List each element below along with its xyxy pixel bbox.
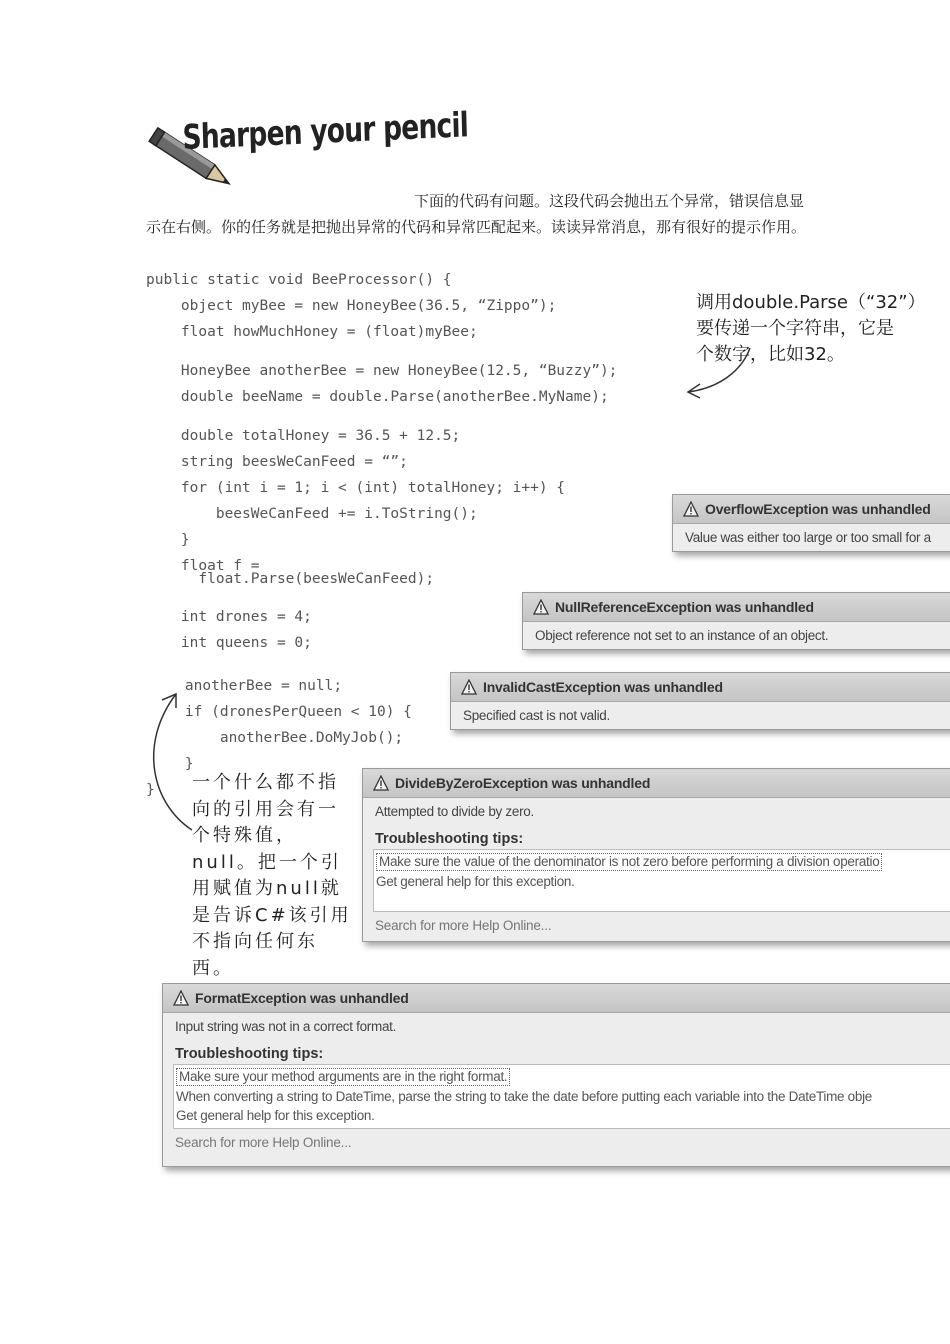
code-line-8: for (int i = 1; i < (int) totalHoney; i++) { [146, 480, 566, 496]
search-help-online-link[interactable]: Search for more Help Online... [375, 918, 552, 933]
warning-icon [533, 599, 549, 615]
dialog-message: Specified cast is not valid. [463, 708, 610, 723]
warning-icon [373, 775, 389, 791]
nullreference-exception-dialog [522, 592, 950, 650]
dialog-header [451, 673, 950, 702]
page-title: Sharpen your pencil [182, 105, 469, 158]
code-line-17: anotherBee.DoMyJob(); [150, 730, 404, 746]
warning-icon [173, 990, 189, 1006]
dividebyzero-exception-dialog [362, 768, 950, 942]
troubleshooting-tips-title: Troubleshooting tips: [375, 831, 524, 847]
dialog-title: NullReferenceException was unhandled [555, 599, 814, 615]
tip-link[interactable]: Get general help for this exception. [176, 1108, 375, 1123]
code-line-5: double beeName = double.Parse(anotherBee.MyName); [146, 389, 609, 405]
code-line-10: } [146, 532, 190, 548]
arrow-icon [140, 684, 200, 834]
dialog-header [673, 495, 950, 524]
code-line-14: int queens = 0; [146, 635, 312, 651]
troubleshooting-tips-list [373, 849, 950, 912]
tip-link[interactable]: When converting a string to DateTime, parse the string to take the date before putting each variable into the DateTime obje [176, 1089, 873, 1104]
dialog-header [163, 984, 950, 1013]
troubleshooting-tips-title: Troubleshooting tips: [175, 1046, 324, 1062]
dialog-message: Value was either too large or too small for a [685, 530, 931, 545]
code-line-9: beesWeCanFeed += i.ToString(); [146, 506, 478, 522]
code-line-7: string beesWeCanFeed = “”; [146, 454, 408, 470]
dialog-title: InvalidCastException was unhandled [483, 679, 723, 695]
tip-link[interactable]: Make sure the value of the denominator is not zero before performing a division operatio [376, 853, 882, 871]
intro-paragraph: 下面的代码有问题。这段代码会抛出五个异常，错误信息显示在右侧。你的任务就是把抛出异常的代码和异常匹配起来。读读异常消息，那有很好的提示作用。 [146, 192, 807, 236]
note-line: 要传递一个字符串，它是 [696, 318, 894, 339]
dialog-message: Input string was not in a correct format. [175, 1019, 397, 1034]
dialog-title: OverflowException was unhandled [705, 501, 931, 517]
dialog-message: Object reference not set to an instance of an object. [535, 628, 829, 643]
invalidcast-exception-dialog [450, 672, 950, 730]
code-line-15: anotherBee = null; [150, 678, 343, 694]
dialog-title: FormatException was unhandled [195, 990, 409, 1006]
note-line: 个数字，比如32。 [696, 344, 845, 365]
code-line-19: } [146, 782, 155, 798]
code-line-12: float.Parse(beesWeCanFeed); [146, 571, 435, 587]
dialog-title: DivideByZeroException was unhandled [395, 775, 651, 791]
code-line-3: float howMuchHoney = (float)myBee; [146, 324, 478, 340]
note-line: 调用double.Parse（“32”） [696, 292, 926, 313]
dialog-message: Attempted to divide by zero. [375, 804, 534, 819]
code-line-4: HoneyBee anotherBee = new HoneyBee(12.5, “Buzzy”); [146, 363, 618, 379]
dialog-header [523, 593, 950, 622]
tip-link[interactable]: Make sure your method arguments are in the right format. [176, 1068, 510, 1086]
code-line-13: int drones = 4; [146, 609, 312, 625]
arrow-icon [660, 340, 770, 410]
dialog-header [363, 769, 950, 798]
troubleshooting-tips-list [173, 1064, 950, 1129]
overflow-exception-dialog [672, 494, 950, 552]
code-line-6: double totalHoney = 36.5 + 12.5; [146, 428, 461, 444]
search-help-online-link[interactable]: Search for more Help Online... [175, 1135, 352, 1150]
code-line-1: public static void BeeProcessor() { [146, 272, 452, 288]
code-line-16: if (dronesPerQueen < 10) { [150, 704, 412, 720]
code-line-2: object myBee = new HoneyBee(36.5, “Zippo”); [146, 298, 557, 314]
format-exception-dialog [162, 983, 950, 1167]
tip-link[interactable]: Get general help for this exception. [376, 874, 575, 889]
warning-icon [461, 679, 477, 695]
handwritten-note-null: 一个什么都不指向的引用会有一个特殊值，null。把一个引用赋值为null就是告诉C#该引用不指向任何东西。 [192, 772, 352, 979]
code-line-11: float f = [146, 558, 260, 574]
code-line-18: } [150, 756, 194, 772]
warning-icon [683, 501, 699, 517]
